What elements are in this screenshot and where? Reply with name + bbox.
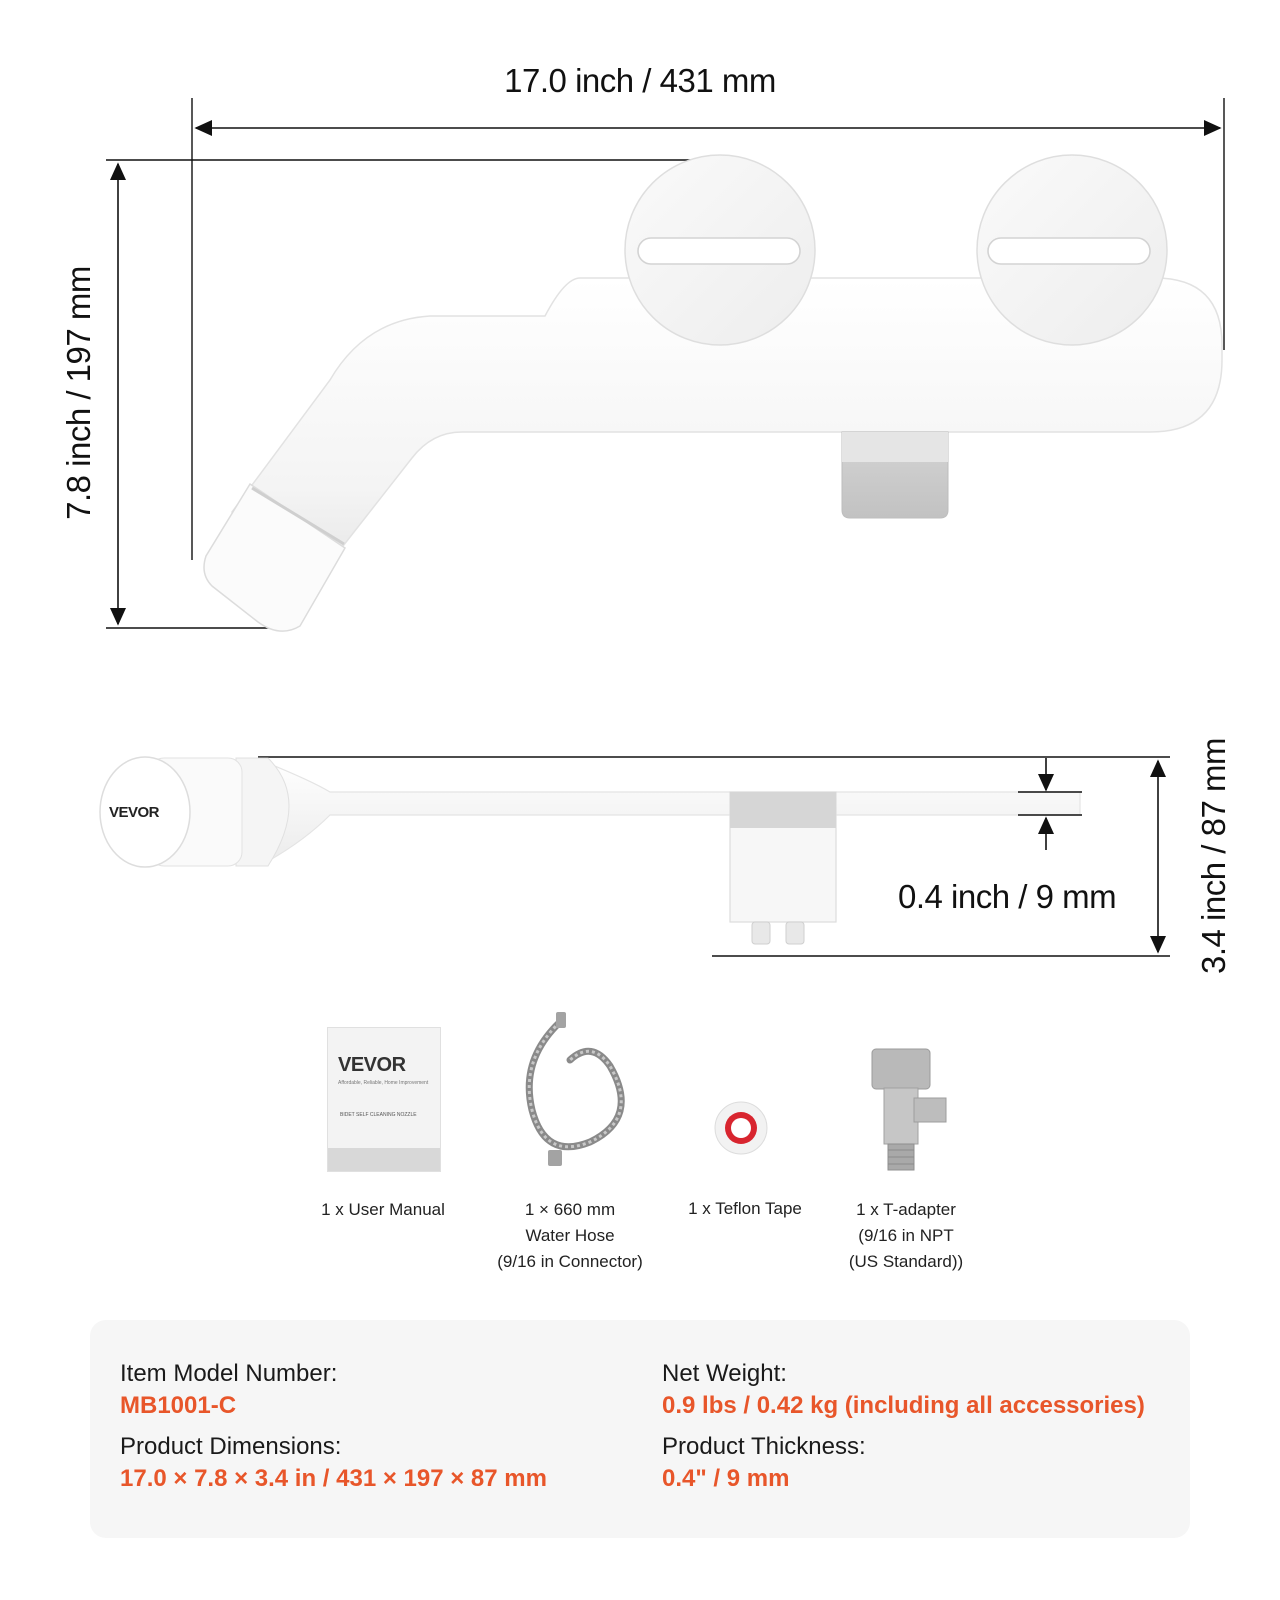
product-thickness-label: Product Thickness: [662,1433,866,1460]
accessory-t-adapter-label: 1 x T-adapter (9/16 in NPT (US Standard)) [848,1200,964,1271]
user-manual-image [327,1027,441,1172]
knob-left [625,155,815,345]
product-dimensions-value: 17.0 × 7.8 × 3.4 in / 431 × 197 × 87 mm [120,1465,547,1492]
product-dimensions-label: Product Dimensions: [120,1433,342,1460]
net-weight-value: 0.9 lbs / 0.42 kg (including all accessories) [662,1392,1145,1419]
height-dimension-label: 7.8 inch / 197 mm [60,266,97,520]
depth-dimension-label: 3.4 inch / 87 mm [1195,738,1232,974]
brand-logo-side: VEVOR [109,804,160,821]
bidet-top-view [204,155,1222,631]
model-number-label: Item Model Number: [120,1360,338,1387]
net-weight-label: Net Weight: [662,1360,787,1387]
manual-title: BIDET SELF CLEANING NOZZLE [340,1112,417,1118]
thickness-dimension-label: 0.4 inch / 9 mm [898,878,1117,915]
knob-right [977,155,1167,345]
teflon-tape-image [715,1102,767,1154]
model-number-value: MB1001-C [120,1392,237,1419]
t-adapter-image [872,1049,946,1170]
accessory-user-manual-label: 1 x User Manual [321,1200,445,1219]
accessory-teflon-tape-label: 1 x Teflon Tape [688,1199,802,1218]
manual-tagline: Affordable, Reliable, Home Improvement [338,1080,429,1086]
product-thickness-value: 0.4" / 9 mm [662,1465,790,1492]
specifications-panel [90,1320,1190,1538]
accessory-water-hose-label: 1 × 660 mm Water Hose (9/16 in Connector) [497,1200,643,1271]
width-dimension-label: 17.0 inch / 431 mm [504,62,776,99]
manual-brand: VEVOR [338,1054,406,1076]
mounting-clip-top [842,432,948,518]
